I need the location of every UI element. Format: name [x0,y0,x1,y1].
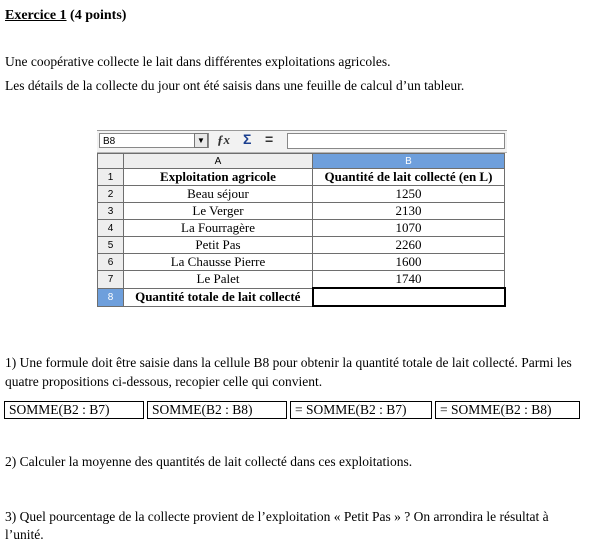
row-header[interactable]: 7 [98,271,124,289]
cell-a3[interactable]: Le Verger [124,203,313,220]
row-header[interactable]: 5 [98,237,124,254]
fx-icon[interactable]: ƒx [217,132,230,147]
spreadsheet [97,130,507,307]
cell-b5[interactable]: 2260 [313,237,505,254]
cell-a1[interactable]: Exploitation agricole [124,169,313,186]
table-row [98,271,505,289]
choice-4: = SOMME(B2 : B8) [435,401,580,419]
row-header[interactable]: 3 [98,203,124,220]
column-header-a[interactable]: A [124,154,313,169]
exercise-title [5,8,126,24]
cell-a6[interactable]: La Chausse Pierre [124,254,313,271]
choice-3: = SOMME(B2 : B7) [290,401,432,419]
exercise-points: (4 points) [70,8,127,23]
table-row [98,254,505,271]
column-header-row [98,154,505,169]
formula-input[interactable] [287,133,505,149]
cell-a8[interactable]: Quantité totale de lait collecté [124,288,313,306]
choice-2: SOMME(B2 : B8) [147,401,287,419]
cell-b4[interactable]: 1070 [313,220,505,237]
chevron-down-icon[interactable]: ▼ [194,133,208,148]
cell-a2[interactable]: Beau séjour [124,186,313,203]
cell-b2[interactable]: 1250 [313,186,505,203]
table-row [98,169,505,186]
cell-b6[interactable]: 1600 [313,254,505,271]
row-header[interactable]: 1 [98,169,124,186]
row-header[interactable]: 2 [98,186,124,203]
name-box[interactable]: B8 [99,133,209,148]
question-3-line-2: l’unité. [5,527,44,542]
cell-b7[interactable]: 1740 [313,271,505,289]
question-1-line-2: quatre propositions ci-dessous, recopier celle qui convient. [5,374,323,389]
corner-cell[interactable] [98,154,124,169]
question-2: 2) Calculer la moyenne des quantités de lait collecté dans ces exploitations. [5,454,413,469]
cell-a5[interactable]: Petit Pas [124,237,313,254]
question-1-line-1: 1) Une formule doit être saisie dans la cellule B8 pour obtenir la quantité totale de lait collecté. Parmi les [5,355,572,370]
formula-bar [97,130,507,153]
intro-line-2: Les détails de la collecte du jour ont été saisis dans une feuille de calcul d’un tableur. [5,78,465,93]
table-row [98,220,505,237]
table-row [98,203,505,220]
table-row [98,186,505,203]
question-3-line-1: 3) Quel pourcentage de la collecte provient de l’exploitation « Petit Pas » ? On arrondira le résultat à [5,509,549,524]
cell-b1[interactable]: Quantité de lait collecté (en L) [313,169,505,186]
intro-line-1: Une coopérative collecte le lait dans différentes exploitations agricoles. [5,54,391,69]
table-row [98,288,505,306]
choice-1: SOMME(B2 : B7) [4,401,144,419]
cell-a7[interactable]: Le Palet [124,271,313,289]
equals-button[interactable]: = [265,131,274,147]
row-header[interactable]: 6 [98,254,124,271]
cell-b3[interactable]: 2130 [313,203,505,220]
column-header-b[interactable]: B [313,154,505,169]
exercise-label: Exercice 1 [5,8,67,23]
table-row [98,237,505,254]
row-header-selected[interactable]: 8 [98,288,124,306]
cell-b8-active[interactable] [313,288,505,306]
row-header[interactable]: 4 [98,220,124,237]
sigma-icon[interactable]: Σ [243,131,252,147]
spreadsheet-grid [97,153,506,307]
cell-a4[interactable]: La Fourragère [124,220,313,237]
